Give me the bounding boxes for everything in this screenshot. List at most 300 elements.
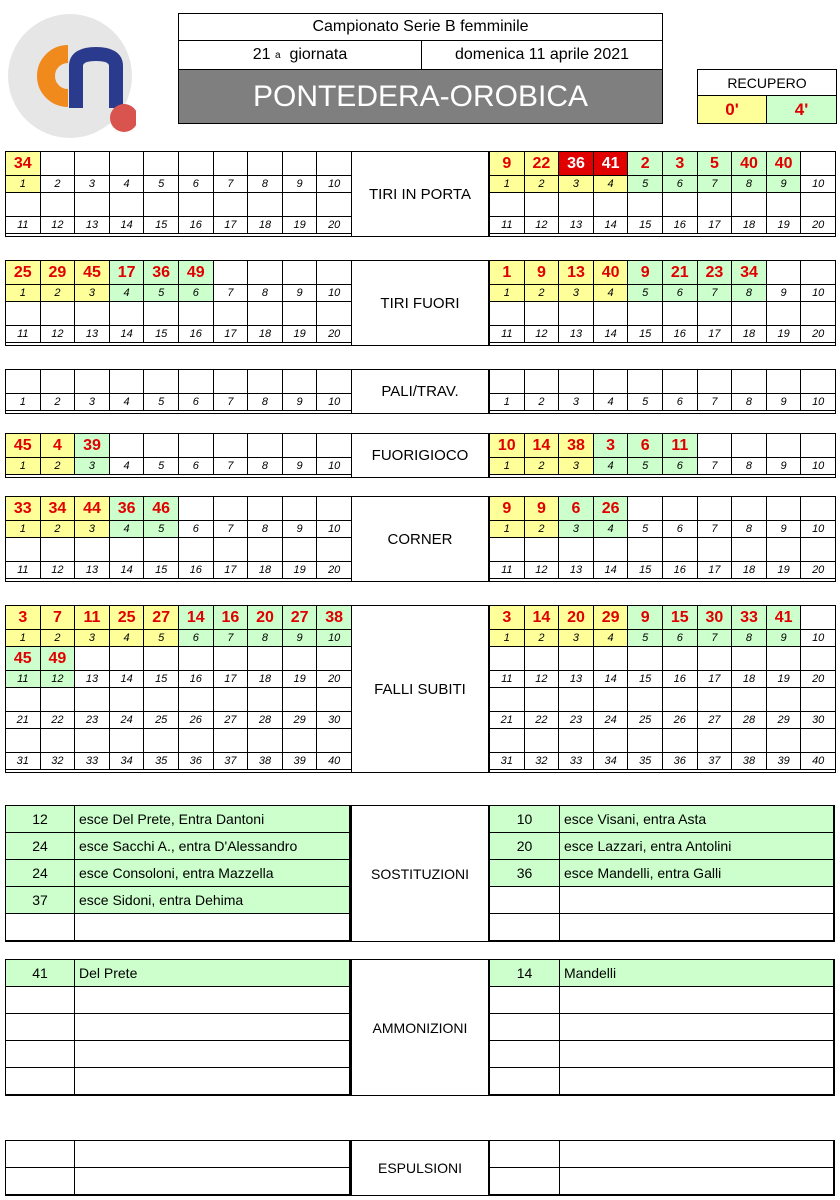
falli_subiti-home-minute: 16	[214, 606, 249, 630]
falli_subiti-away-minute	[732, 688, 767, 712]
falli_subiti-away-minute	[490, 729, 525, 753]
round-sup: a	[274, 49, 281, 61]
corner-home-slot-number: 9	[283, 521, 318, 538]
corner-away-slot-number: 5	[628, 521, 663, 538]
falli_subiti-home-minute	[75, 647, 110, 671]
sostituzioni-home-minute: 24	[6, 833, 75, 860]
falli_subiti-home-slot-number: 24	[110, 712, 145, 729]
tiri_in_porta-away-slot-number: 6	[663, 176, 698, 193]
falli_subiti-home-slot-number: 1	[6, 630, 41, 647]
falli_subiti-home-grid	[5, 605, 352, 773]
fuorigioco-home-minute: 39	[75, 434, 110, 458]
tiri_in_porta-home-minute	[179, 152, 214, 176]
corner-away-minute	[801, 497, 836, 521]
falli_subiti-away-minute	[732, 647, 767, 671]
tiri_in_porta-away-minute	[732, 193, 767, 217]
corner-away-minute	[490, 538, 525, 562]
tiri_fuori-home-minute	[248, 302, 283, 326]
falli_subiti-home-slot-number: 36	[179, 753, 214, 770]
tiri_fuori-away-minute	[559, 302, 594, 326]
recupero-label: RECUPERO	[698, 70, 836, 96]
tiri_fuori-home-minute: 17	[110, 261, 145, 285]
tiri_in_porta-away-slot-number: 5	[628, 176, 663, 193]
tiri_in_porta-home-minute	[144, 152, 179, 176]
corner-away-slot-number: 2	[525, 521, 560, 538]
falli_subiti-away-slot-number: 23	[559, 712, 594, 729]
tiri_in_porta-home-slot-number: 10	[317, 176, 352, 193]
fuorigioco-away-slot-number: 10	[801, 458, 836, 475]
corner-away-grid	[489, 496, 836, 582]
falli_subiti-away-minute: 20	[559, 606, 594, 630]
falli_subiti-away-slot-number: 31	[490, 753, 525, 770]
pali-home-minute	[110, 370, 145, 394]
corner-home-slot-number: 11	[6, 562, 41, 579]
falli_subiti-away-minute	[594, 647, 629, 671]
tiri_in_porta-home-slot-number: 13	[75, 217, 110, 234]
tiri_fuori-away-slot-number: 2	[525, 285, 560, 302]
tiri_in_porta-home-minute	[110, 193, 145, 217]
falli_subiti-away-slot-number: 27	[698, 712, 733, 729]
falli_subiti-home-minute: 25	[110, 606, 145, 630]
tiri_in_porta-home-minute	[283, 152, 318, 176]
tiri_fuori-away-slot-number: 4	[594, 285, 629, 302]
tiri_fuori-away-slot-number: 18	[732, 326, 767, 343]
falli_subiti-away-slot-number: 22	[525, 712, 560, 729]
ammonizioni-away-minute	[490, 987, 560, 1014]
falli_subiti-home-slot-number: 11	[6, 671, 41, 688]
falli_subiti-home-minute: 49	[41, 647, 76, 671]
fuorigioco-home-minute	[144, 434, 179, 458]
falli_subiti-away-slot-number: 18	[732, 671, 767, 688]
fuorigioco-home-slot-number: 8	[248, 458, 283, 475]
tiri_in_porta-away-minute	[767, 193, 802, 217]
fuorigioco-away-minute: 10	[490, 434, 525, 458]
pali-away-minute	[663, 370, 698, 394]
falli_subiti-home-minute	[6, 729, 41, 753]
falli_subiti-away-slot-number: 30	[801, 712, 836, 729]
sostituzioni-away-player: esce Lazzari, entra Antolini	[560, 833, 834, 860]
falli_subiti-home-slot-number: 6	[179, 630, 214, 647]
falli_subiti-home-slot-number: 40	[317, 753, 352, 770]
tiri_fuori-home-slot-number: 4	[110, 285, 145, 302]
corner-away-slot-number: 8	[732, 521, 767, 538]
falli_subiti-home-minute	[248, 647, 283, 671]
espulsioni-away-table	[489, 1140, 835, 1196]
tiri_in_porta-away-minute: 40	[767, 152, 802, 176]
tiri_fuori-away-slot-number: 6	[663, 285, 698, 302]
falli_subiti-away-minute: 33	[732, 606, 767, 630]
corner-home-minute: 33	[6, 497, 41, 521]
corner-home-minute	[214, 497, 249, 521]
tiri_in_porta-home-minute	[75, 152, 110, 176]
tiri_fuori-away-slot-number: 16	[663, 326, 698, 343]
falli_subiti-away-slot-number: 9	[767, 630, 802, 647]
corner-away-minute	[801, 538, 836, 562]
tiri_in_porta-away-slot-number: 19	[767, 217, 802, 234]
tiri_fuori-home-slot-number: 3	[75, 285, 110, 302]
falli_subiti-away-slot-number: 6	[663, 630, 698, 647]
pali-home-grid	[5, 369, 352, 414]
tiri_fuori-away-minute: 9	[628, 261, 663, 285]
corner-home-minute: 46	[144, 497, 179, 521]
falli_subiti-home-minute: 27	[283, 606, 318, 630]
tiri_fuori-home-slot-number: 20	[317, 326, 352, 343]
sostituzioni-home-player: esce Sacchi A., entra D'Alessandro	[75, 833, 350, 860]
tiri_fuori-away-minute	[525, 302, 560, 326]
pali-away-slot-number: 10	[801, 394, 836, 411]
round-number: 21	[252, 46, 271, 63]
tiri_in_porta-away-slot-number: 16	[663, 217, 698, 234]
falli_subiti-away-minute	[801, 688, 836, 712]
tiri_fuori-away-slot-number: 15	[628, 326, 663, 343]
falli_subiti-home-slot-number: 25	[144, 712, 179, 729]
corner-home-slot-number: 13	[75, 562, 110, 579]
corner-home-minute	[6, 538, 41, 562]
round-word: giornata	[289, 46, 348, 63]
falli_subiti-away-slot-number: 25	[628, 712, 663, 729]
tiri_in_porta-home-minute	[214, 152, 249, 176]
falli_subiti-away-minute: 15	[663, 606, 698, 630]
corner-away-slot-number: 19	[767, 562, 802, 579]
corner-home-slot-number: 15	[144, 562, 179, 579]
tiri_in_porta-away-minute: 2	[628, 152, 663, 176]
tiri_in_porta-home-slot-number: 11	[6, 217, 41, 234]
espulsioni-home-minute	[6, 1141, 75, 1168]
tiri_in_porta-away-grid	[489, 151, 836, 237]
falli_subiti-home-minute	[41, 688, 76, 712]
corner-home-minute	[144, 538, 179, 562]
falli_subiti-home-slot-number: 3	[75, 630, 110, 647]
falli_subiti-home-minute	[6, 688, 41, 712]
fuorigioco-home-slot-number: 3	[75, 458, 110, 475]
corner-home-minute	[75, 538, 110, 562]
sostituzioni-away-minute	[490, 887, 560, 914]
sostituzioni-home-table	[5, 805, 351, 942]
tiri_fuori-home-slot-number: 9	[283, 285, 318, 302]
corner-home-minute	[283, 538, 318, 562]
tiri_fuori-home-minute	[75, 302, 110, 326]
fuorigioco-away-slot-number: 1	[490, 458, 525, 475]
tiri_fuori-home-slot-number: 16	[179, 326, 214, 343]
tiri_fuori-home-minute	[214, 302, 249, 326]
corner-home-slot-number: 8	[248, 521, 283, 538]
corner-away-minute	[663, 497, 698, 521]
tiri_fuori-home-minute	[110, 302, 145, 326]
espulsioni-away-player	[560, 1168, 834, 1195]
tiri_fuori-label: TIRI FUORI	[351, 260, 489, 346]
corner-home-slot-number: 10	[317, 521, 352, 538]
corner-away-slot-number: 4	[594, 521, 629, 538]
falli_subiti-away-minute	[698, 647, 733, 671]
falli_subiti-away-minute	[559, 688, 594, 712]
tiri_fuori-away-slot-number: 8	[732, 285, 767, 302]
sostituzioni-away-player	[560, 914, 834, 941]
falli_subiti-away-minute	[767, 688, 802, 712]
corner-home-slot-number: 1	[6, 521, 41, 538]
falli_subiti-away-minute	[628, 729, 663, 753]
tiri_in_porta-away-slot-number: 14	[594, 217, 629, 234]
falli_subiti-home-minute	[214, 647, 249, 671]
fuorigioco-away-slot-number: 9	[767, 458, 802, 475]
tiri_fuori-away-slot-number: 7	[698, 285, 733, 302]
espulsioni-home-minute	[6, 1168, 75, 1195]
tiri_in_porta-away-slot-number: 17	[698, 217, 733, 234]
tiri_in_porta-home-slot-number: 14	[110, 217, 145, 234]
falli_subiti-home-slot-number: 37	[214, 753, 249, 770]
sostituzioni-home-minute: 12	[6, 806, 75, 833]
pali-away-slot-number: 9	[767, 394, 802, 411]
tiri_in_porta-home-slot-number: 8	[248, 176, 283, 193]
corner-home-slot-number: 19	[283, 562, 318, 579]
tiri_fuori-away-slot-number: 17	[698, 326, 733, 343]
falli_subiti-away-slot-number: 20	[801, 671, 836, 688]
tiri_in_porta-home-slot-number: 2	[41, 176, 76, 193]
tiri_in_porta-away-slot-number: 13	[559, 217, 594, 234]
tiri_in_porta-home-minute	[317, 193, 352, 217]
tiri_fuori-away-slot-number: 11	[490, 326, 525, 343]
falli_subiti-away-minute	[525, 647, 560, 671]
corner-away-minute	[698, 538, 733, 562]
corner-home-slot-number: 14	[110, 562, 145, 579]
tiri_fuori-home-slot-number: 1	[6, 285, 41, 302]
match-date: domenica 11 aprile 2021	[454, 46, 630, 63]
falli_subiti-away-minute: 3	[490, 606, 525, 630]
falli_subiti-away-slot-number: 19	[767, 671, 802, 688]
tiri_in_porta-away-minute: 5	[698, 152, 733, 176]
corner-away-minute	[698, 497, 733, 521]
pali-away-minute	[490, 370, 525, 394]
falli_subiti-away-minute	[801, 729, 836, 753]
tiri_in_porta-home-minute	[248, 193, 283, 217]
falli_subiti-away-slot-number: 12	[525, 671, 560, 688]
tiri_fuori-away-minute: 21	[663, 261, 698, 285]
falli_subiti-home-slot-number: 2	[41, 630, 76, 647]
falli_subiti-home-slot-number: 22	[41, 712, 76, 729]
tiri_in_porta-away-slot-number: 11	[490, 217, 525, 234]
tiri_in_porta-away-slot-number: 8	[732, 176, 767, 193]
falli_subiti-away-minute	[525, 729, 560, 753]
tiri_in_porta-away-slot-number: 18	[732, 217, 767, 234]
ammonizioni-away-player: Mandelli	[560, 960, 834, 987]
falli_subiti-home-minute	[144, 647, 179, 671]
corner-label: CORNER	[351, 496, 489, 582]
ammonizioni-away-minute	[490, 1041, 560, 1068]
fuorigioco-home-slot-number: 5	[144, 458, 179, 475]
corner-home-minute	[214, 538, 249, 562]
match-title: PONTEDERA-OROBICA	[179, 69, 662, 123]
falli_subiti-away-slot-number: 34	[594, 753, 629, 770]
sostituzioni-away-table	[489, 805, 835, 942]
ammonizioni-away-player	[560, 987, 834, 1014]
falli_subiti-home-slot-number: 21	[6, 712, 41, 729]
falli_subiti-away-slot-number: 4	[594, 630, 629, 647]
tiri_fuori-away-minute	[732, 302, 767, 326]
tiri_in_porta-home-slot-number: 20	[317, 217, 352, 234]
falli_subiti-away-minute	[698, 688, 733, 712]
pali-home-minute	[75, 370, 110, 394]
espulsioni-home-player	[75, 1168, 350, 1195]
ammonizioni-away-minute	[490, 1014, 560, 1041]
tiri_in_porta-home-minute	[6, 193, 41, 217]
corner-home-minute	[41, 538, 76, 562]
sostituzioni-away-minute: 36	[490, 860, 560, 887]
falli_subiti-away-minute	[628, 647, 663, 671]
tiri_fuori-home-slot-number: 15	[144, 326, 179, 343]
falli_subiti-away-minute: 9	[628, 606, 663, 630]
falli_subiti-away-minute	[559, 729, 594, 753]
falli_subiti-home-slot-number: 19	[283, 671, 318, 688]
sostituzioni-home-player: esce Consoloni, entra Mazzella	[75, 860, 350, 887]
pali-away-slot-number: 1	[490, 394, 525, 411]
corner-home-slot-number: 2	[41, 521, 76, 538]
falli_subiti-away-slot-number: 16	[663, 671, 698, 688]
fuorigioco-home-slot-number: 7	[214, 458, 249, 475]
tiri_fuori-home-grid	[5, 260, 352, 346]
corner-home-slot-number: 18	[248, 562, 283, 579]
falli_subiti-home-minute: 27	[144, 606, 179, 630]
falli_subiti-home-minute: 7	[41, 606, 76, 630]
corner-home-slot-number: 3	[75, 521, 110, 538]
falli_subiti-away-slot-number: 37	[698, 753, 733, 770]
tiri_in_porta-label: TIRI IN PORTA	[351, 151, 489, 237]
tiri_in_porta-away-minute: 22	[525, 152, 560, 176]
falli_subiti-away-slot-number: 26	[663, 712, 698, 729]
tiri_fuori-away-minute	[767, 302, 802, 326]
falli_subiti-home-minute	[179, 729, 214, 753]
pali-away-slot-number: 8	[732, 394, 767, 411]
sostituzioni-home-minute: 37	[6, 887, 75, 914]
falli_subiti-away-minute	[559, 647, 594, 671]
tiri_fuori-away-minute: 1	[490, 261, 525, 285]
falli_subiti-away-minute: 14	[525, 606, 560, 630]
fuorigioco-home-minute	[317, 434, 352, 458]
ammonizioni-home-player	[75, 1041, 350, 1068]
ammonizioni-home-player	[75, 987, 350, 1014]
corner-home-minute	[179, 497, 214, 521]
tiri_fuori-home-slot-number: 2	[41, 285, 76, 302]
tiri_fuori-away-slot-number: 9	[767, 285, 802, 302]
corner-away-minute	[767, 538, 802, 562]
falli_subiti-home-minute	[110, 729, 145, 753]
ammonizioni-away-player	[560, 1041, 834, 1068]
falli_subiti-home-slot-number: 32	[41, 753, 76, 770]
tiri_in_porta-away-slot-number: 1	[490, 176, 525, 193]
tiri_fuori-home-minute	[317, 261, 352, 285]
fuorigioco-away-grid	[489, 433, 836, 478]
tiri_fuori-home-minute	[214, 261, 249, 285]
falli_subiti-home-minute	[214, 729, 249, 753]
corner-away-minute	[628, 497, 663, 521]
ammonizioni-home-minute	[6, 1014, 75, 1041]
corner-home-minute	[248, 497, 283, 521]
corner-away-slot-number: 9	[767, 521, 802, 538]
tiri_in_porta-home-slot-number: 1	[6, 176, 41, 193]
tiri_in_porta-home-slot-number: 6	[179, 176, 214, 193]
ammonizioni-home-minute	[6, 1041, 75, 1068]
falli_subiti-home-minute: 38	[317, 606, 352, 630]
espulsioni-away-minute	[490, 1141, 560, 1168]
tiri_in_porta-home-slot-number: 18	[248, 217, 283, 234]
tiri_in_porta-away-minute	[698, 193, 733, 217]
tiri_fuori-home-slot-number: 7	[214, 285, 249, 302]
tiri_fuori-away-slot-number: 13	[559, 326, 594, 343]
corner-away-slot-number: 11	[490, 562, 525, 579]
ammonizioni-label: AMMONIZIONI	[351, 959, 489, 1096]
corner-away-slot-number: 3	[559, 521, 594, 538]
tiri_in_porta-home-minute: 34	[6, 152, 41, 176]
falli_subiti-home-minute	[41, 729, 76, 753]
round	[179, 41, 422, 69]
falli_subiti-home-slot-number: 16	[179, 671, 214, 688]
espulsioni-label: ESPULSIONI	[351, 1140, 489, 1196]
falli_subiti-away-slot-number: 21	[490, 712, 525, 729]
fuorigioco-away-minute	[767, 434, 802, 458]
tiri_fuori-away-minute: 13	[559, 261, 594, 285]
falli_subiti-home-slot-number: 28	[248, 712, 283, 729]
corner-home-minute	[179, 538, 214, 562]
corner-home-minute: 34	[41, 497, 76, 521]
falli_subiti-away-slot-number: 33	[559, 753, 594, 770]
falli_subiti-away-slot-number: 3	[559, 630, 594, 647]
sostituzioni-home-minute: 24	[6, 860, 75, 887]
falli_subiti-away-minute: 29	[594, 606, 629, 630]
falli_subiti-away-minute: 30	[698, 606, 733, 630]
corner-away-slot-number: 18	[732, 562, 767, 579]
tiri_fuori-away-minute	[490, 302, 525, 326]
falli_subiti-away-minute	[732, 729, 767, 753]
tiri_fuori-away-minute: 9	[525, 261, 560, 285]
tiri_fuori-away-slot-number: 1	[490, 285, 525, 302]
tiri_fuori-away-minute	[594, 302, 629, 326]
falli_subiti-home-slot-number: 38	[248, 753, 283, 770]
ammonizioni-home-player	[75, 1068, 350, 1095]
tiri_fuori-home-slot-number: 8	[248, 285, 283, 302]
espulsioni-home-player	[75, 1141, 350, 1168]
corner-away-slot-number: 6	[663, 521, 698, 538]
tiri_fuori-home-slot-number: 11	[6, 326, 41, 343]
falli_subiti-home-slot-number: 7	[214, 630, 249, 647]
sostituzioni-away-player: esce Visani, entra Asta	[560, 806, 834, 833]
pali-home-slot-number: 7	[214, 394, 249, 411]
falli_subiti-away-minute	[594, 688, 629, 712]
falli_subiti-away-minute: 41	[767, 606, 802, 630]
corner-home-grid	[5, 496, 352, 582]
pali-away-minute	[628, 370, 663, 394]
tiri_in_porta-away-slot-number: 3	[559, 176, 594, 193]
pali-away-slot-number: 5	[628, 394, 663, 411]
tiri_fuori-home-minute	[144, 302, 179, 326]
corner-away-minute: 6	[559, 497, 594, 521]
falli_subiti-away-slot-number: 36	[663, 753, 698, 770]
corner-away-minute	[732, 538, 767, 562]
falli_subiti-home-slot-number: 18	[248, 671, 283, 688]
ammonizioni-home-table	[5, 959, 351, 1096]
falli_subiti-home-slot-number: 33	[75, 753, 110, 770]
corner-away-minute	[732, 497, 767, 521]
falli_subiti-away-slot-number: 2	[525, 630, 560, 647]
falli_subiti-home-minute: 11	[75, 606, 110, 630]
falli_subiti-home-slot-number: 31	[6, 753, 41, 770]
falli_subiti-away-minute	[767, 647, 802, 671]
falli_subiti-home-slot-number: 15	[144, 671, 179, 688]
fuorigioco-home-minute	[110, 434, 145, 458]
tiri_in_porta-away-minute	[663, 193, 698, 217]
falli_subiti-home-slot-number: 39	[283, 753, 318, 770]
pali-away-slot-number: 7	[698, 394, 733, 411]
tiri_fuori-home-slot-number: 13	[75, 326, 110, 343]
falli_subiti-home-slot-number: 13	[75, 671, 110, 688]
fuorigioco-home-slot-number: 2	[41, 458, 76, 475]
